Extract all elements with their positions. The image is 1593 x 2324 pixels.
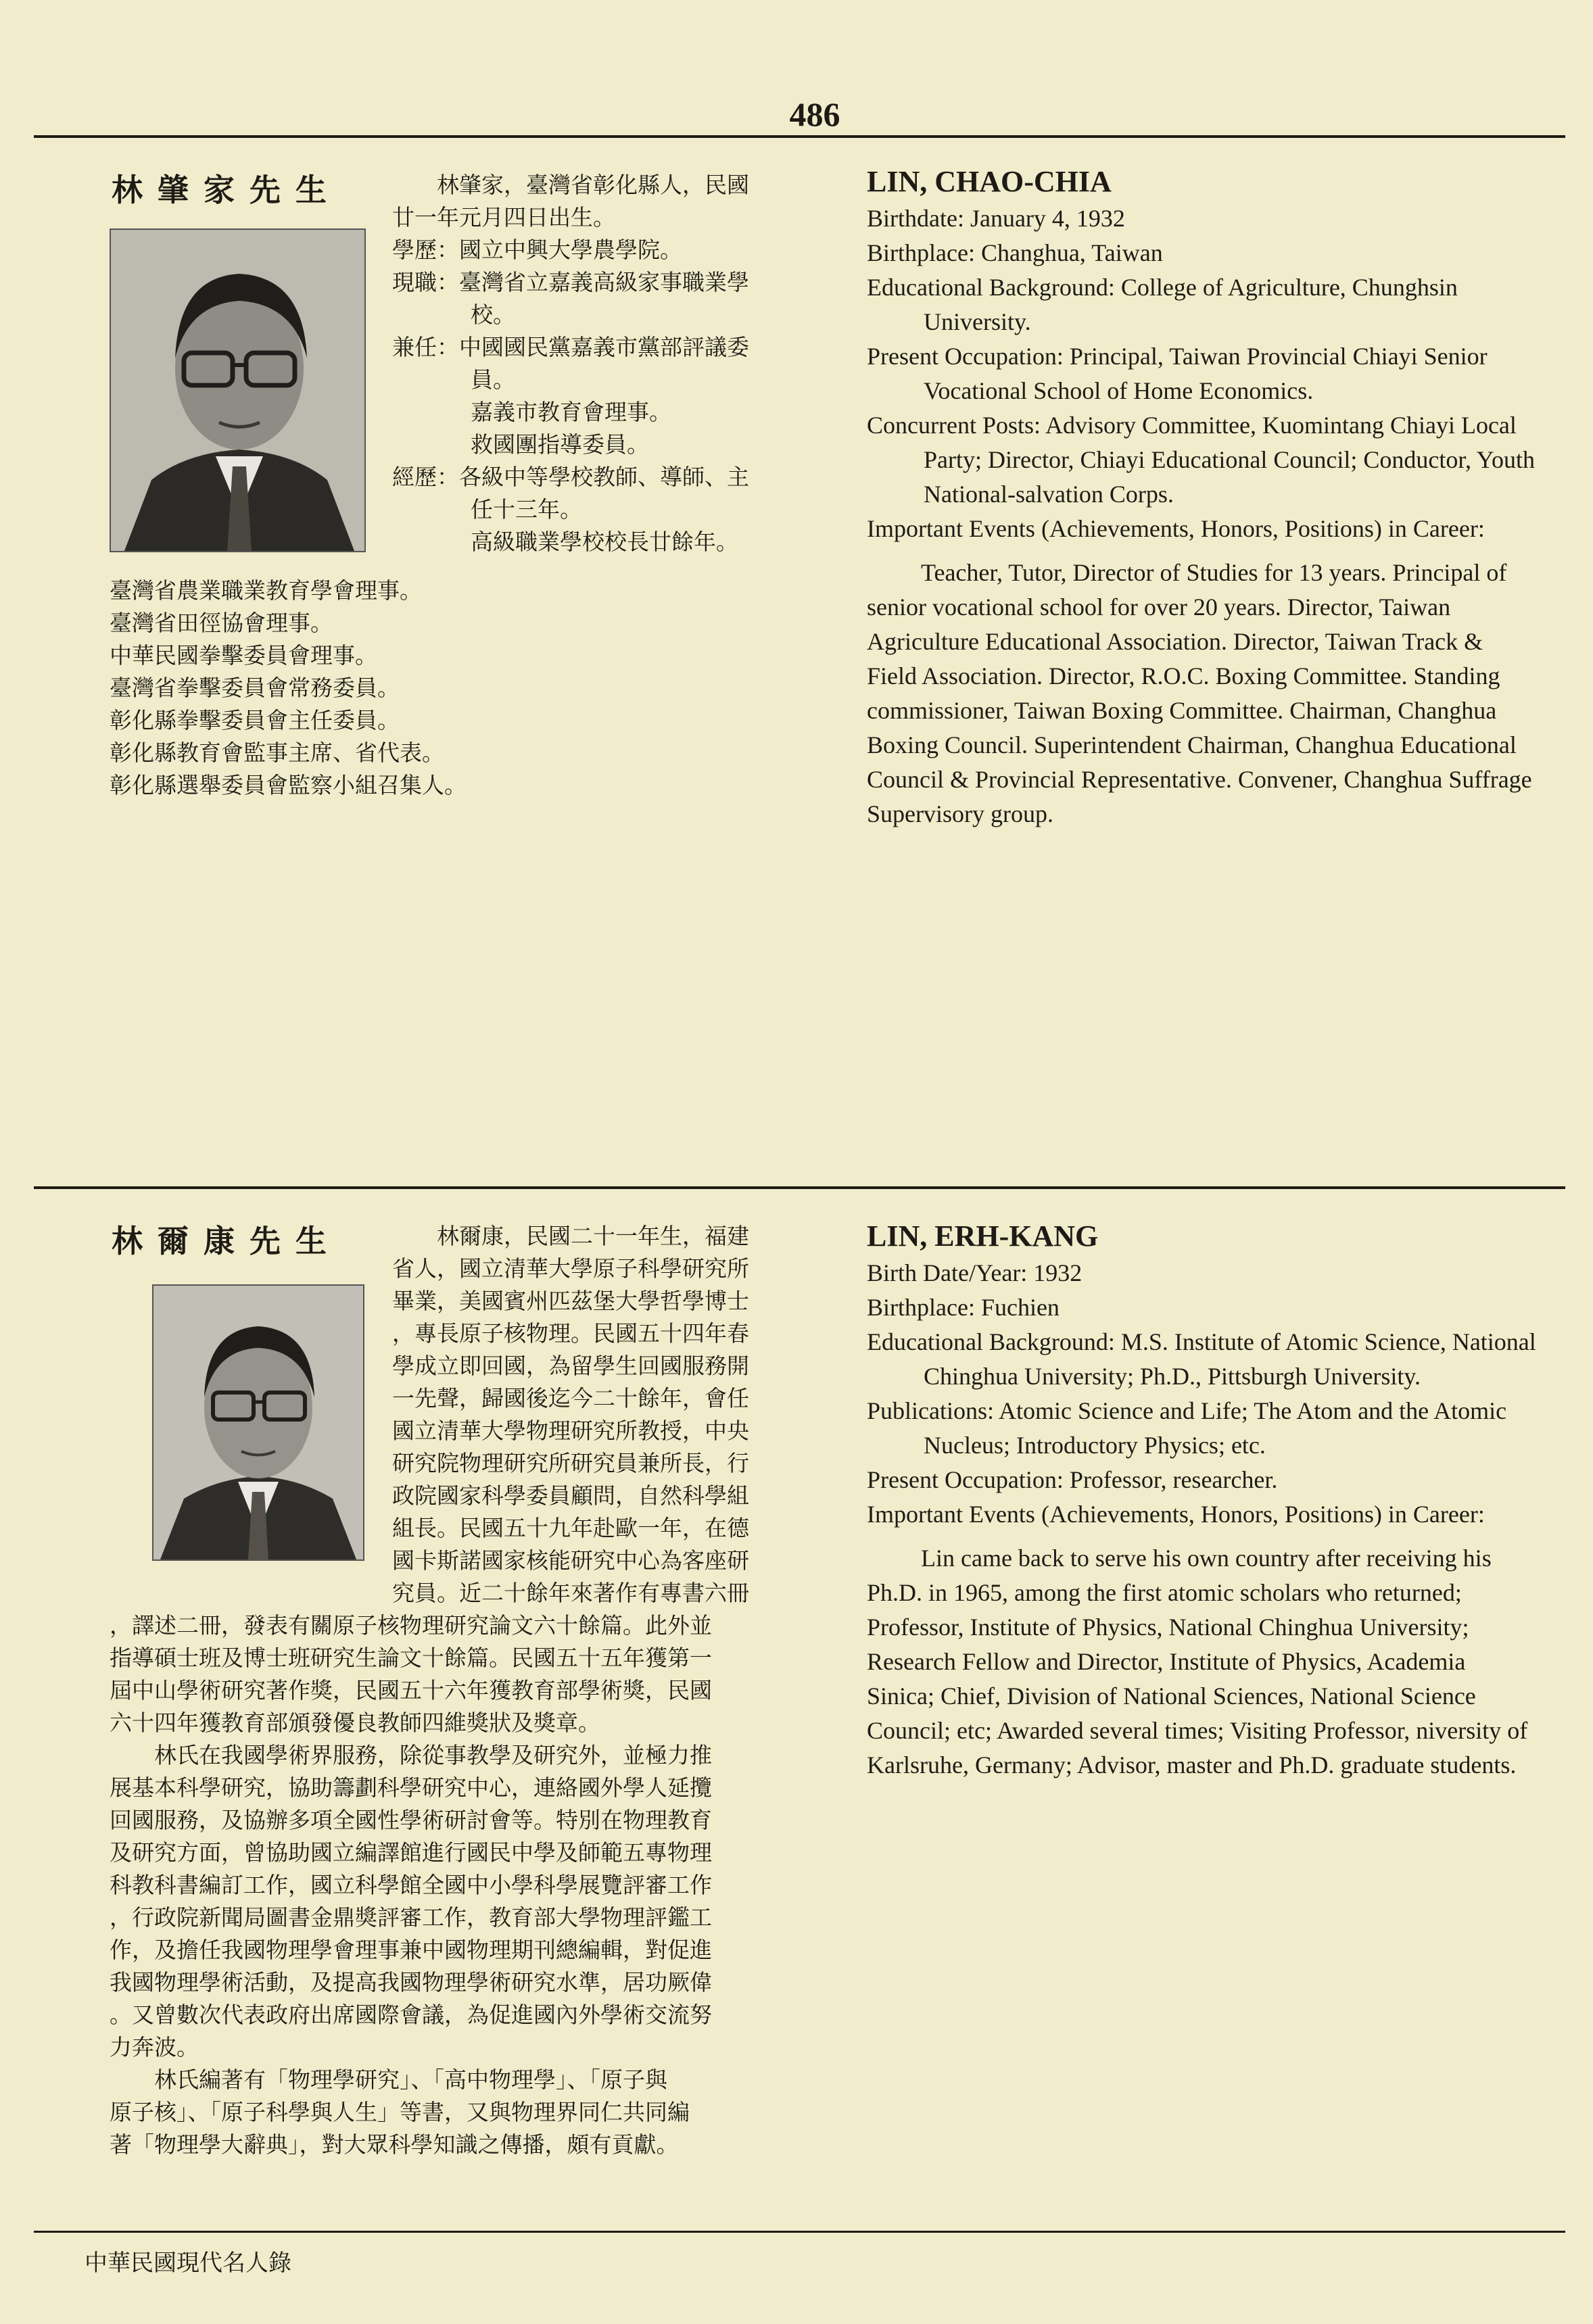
bio-line: Educational Background: College of Agriculture, Chunghsin University.	[867, 274, 1458, 335]
bio-line: 組長。民國五十九年赴歐一年，在德	[392, 1515, 749, 1541]
bio-line: 科教科書編訂工作，國立科學館全國中小學科學展覽評審工作	[110, 1872, 712, 1898]
bio-line: 力奔波。	[110, 2034, 199, 2060]
bio-line: 原子核」、「原子科學與人生」等書，又與物理界同仁共同編	[110, 2099, 690, 2125]
bio-line: 。又曾數次代表政府出席國際會議，為促進國內外學術交流努	[110, 2002, 712, 2028]
bio-line: ，專長原子核物理。民國五十四年春	[392, 1320, 749, 1347]
bio-line: 展基本科學研究，協助籌劃科學研究中心，連絡國外學人延攬	[110, 1774, 712, 1801]
bio-line: 高級職業學校校長廿餘年。	[471, 529, 738, 555]
top-rule	[34, 135, 1565, 138]
bio-line: 林肇家，臺灣省彰化縣人，民國	[437, 172, 749, 198]
bio-line: Birthplace: Changhua, Taiwan	[867, 239, 1163, 266]
bio-line: 及研究方面，曾協助國立編譯館進行國民中學及師範五專物理	[110, 1839, 712, 1866]
portrait-illustration	[153, 1286, 363, 1559]
bio-line: 政院國家科學委員顧問，自然科學組	[392, 1482, 749, 1509]
bio-line: 嘉義市教育會理事。	[471, 399, 671, 425]
bio-line: 究員。近二十餘年來著作有專書六冊	[392, 1580, 749, 1606]
page-number: 486	[789, 95, 840, 133]
bio-line: 學成立即回國，為留學生回國服務開	[392, 1353, 749, 1379]
bio-line: 作，及擔任我國物理學會理事兼中國物理期刊總編輯，對促進	[110, 1937, 712, 1963]
bio-line: Present Occupation: Principal, Taiwan Provincial Chiayi Senior Vocational School of Home Economics.	[867, 343, 1488, 404]
bio-line: 六十四年獲教育部頒發優良教師四維獎狀及獎章。	[110, 1710, 600, 1736]
entry-2-english-bio	[867, 1217, 1536, 1783]
entry-1-chinese-bio-header	[392, 169, 801, 558]
bio-line: Important Events (Achievements, Honors, Positions) in Career:	[867, 1501, 1485, 1528]
bio-line: Educational Background: M.S. Institute of Atomic Science, National Chinghua University; Ph.D., Pittsburgh University.	[867, 1328, 1536, 1390]
bio-paragraph: Lin came back to serve his own country after receiving his Ph.D. in 1965, among the first atomic scholars who returned; Professor, Institute of Physics, National Chinghua University; Research Fellow and Director, Institute of Physics, Academia Sinica; Chief, Division of National Sciences, National Science Council; etc; Awarded several times; Visiting Professor, niversity of Karlsruhe, Germany; Advisor, master and Ph.D. graduate students.	[867, 1545, 1528, 1778]
bio-paragraph: Teacher, Tutor, Director of Studies for 13 years. Principal of senior vocational school for over 20 years. Director, Taiwan Agriculture Educational Association. Director, Taiwan Track & Field Association. Director, R.O.C. Boxing Committee. Standing commissioner, Taiwan Boxing Committee. Chairman, Changhua Boxing Council. Superintendent Chairman, Changhua Educational Council & Provincial Representative. Convener, Changhua Suffrage Supervisory group.	[867, 559, 1532, 827]
bio-line: 著「物理學大辭典」，對大眾科學知識之傳播，頗有貢獻。	[110, 2131, 679, 2158]
bio-line: 臺灣省農業職業教育學會理事。	[110, 577, 422, 604]
bio-line: Birthplace: Fuchien	[867, 1294, 1060, 1321]
bio-line: 林爾康，民國二十一年生，福建	[437, 1223, 749, 1249]
bio-line: 國卡斯諾國家核能研究中心為客座研	[392, 1547, 749, 1574]
bio-line: 畢業，美國賓州匹茲堡大學哲學博士	[392, 1288, 749, 1314]
bio-line: 校。	[471, 301, 515, 328]
entry-1-english-bio	[867, 162, 1536, 831]
entry-1-chinese-name: 林肇家先生	[112, 172, 341, 208]
bio-line: 中華民國拳擊委員會理事。	[110, 642, 377, 669]
bottom-rule	[34, 2231, 1565, 2233]
entry-2-chinese-bio-body	[110, 1609, 806, 2161]
entry-1-chinese-bio-positions	[110, 575, 799, 802]
bio-line: 臺灣省拳擊委員會常務委員。	[110, 675, 400, 701]
bio-line: 現職：臺灣省立嘉義高級家事職業學	[392, 269, 749, 295]
bio-line: 回國服務，及協辦多項全國性學術研討會等。特別在物理教育	[110, 1807, 712, 1833]
entry-2-portrait-photo	[152, 1284, 364, 1561]
bio-line: 兼任：中國國民黨嘉義市黨部評議委	[392, 334, 749, 360]
bio-line: Important Events (Achievements, Honors, Positions) in Career:	[867, 515, 1485, 542]
bio-line: 屆中山學術研究著作獎，民國五十六年獲教育部學術獎，民國	[110, 1677, 712, 1703]
bio-line: Birthdate: January 4, 1932	[867, 205, 1125, 232]
bio-line: 彰化縣拳擊委員會主任委員。	[110, 707, 400, 733]
entry-1-portrait-photo	[110, 228, 366, 552]
entry-2-chinese-bio-top	[392, 1220, 801, 1609]
bio-line: 國立清華大學物理研究所教授，中央	[392, 1418, 749, 1444]
bio-line: 彰化縣選舉委員會監察小組召集人。	[110, 772, 467, 798]
bio-line: ，譯述二冊，發表有關原子核物理研究論文六十餘篇。此外並	[110, 1612, 712, 1639]
entry-2-english-name: LIN, ERH-KANG	[867, 1219, 1099, 1253]
footer-book-title: 中華民國現代名人錄	[85, 2250, 291, 2277]
bio-line: 指導碩士班及博士班研究生論文十餘篇。民國五十五年獲第一	[110, 1645, 712, 1671]
bio-line: 廿一年元月四日出生。	[392, 204, 615, 231]
entry-1-english-name: LIN, CHAO-CHIA	[867, 165, 1112, 198]
bio-line: ，行政院新聞局圖書金鼎獎評審工作，教育部大學物理評鑑工	[110, 1904, 712, 1931]
bio-line: 學歷：國立中興大學農學院。	[392, 237, 682, 263]
bio-line: Publications: Atomic Science and Life; The Atom and the Atomic Nucleus; Introductory Physics; etc.	[867, 1397, 1507, 1459]
bio-line: Present Occupation: Professor, researcher.	[867, 1466, 1278, 1493]
bio-line: 員。	[471, 366, 515, 393]
bio-line: Birth Date/Year: 1932	[867, 1259, 1083, 1286]
bio-line: 林氏在我國學術界服務，除從事教學及研究外，並極力推	[154, 1742, 712, 1768]
bio-line: 一先聲，歸國後迄今二十餘年，會任	[392, 1385, 749, 1411]
bio-line: 研究院物理研究所研究員兼所長，行	[392, 1450, 749, 1476]
bio-line: 經歷：各級中等學校教師、導師、主	[392, 464, 749, 490]
bio-line: 省人，國立清華大學原子科學研究所	[392, 1255, 749, 1282]
entry-2-chinese-name: 林爾康先生	[112, 1223, 341, 1259]
portrait-illustration	[111, 230, 364, 551]
bio-line: Concurrent Posts: Advisory Committee, Kuomintang Chiayi Local Party; Director, Chiayi Educational Council; Conductor, Youth National-salvation Corps.	[867, 412, 1536, 508]
bio-line: 救國團指導委員。	[471, 431, 649, 458]
section-divider	[34, 1186, 1565, 1189]
bio-line: 我國物理學術活動，及提高我國物理學術研究水準，居功厥偉	[110, 1969, 712, 1995]
bio-line: 臺灣省田徑協會理事。	[110, 610, 333, 636]
bio-line: 任十三年。	[471, 496, 582, 523]
bio-line: 彰化縣教育會監事主席、省代表。	[110, 740, 444, 766]
bio-line: 林氏編著有「物理學研究」、「高中物理學」、「原子與	[154, 2066, 667, 2093]
